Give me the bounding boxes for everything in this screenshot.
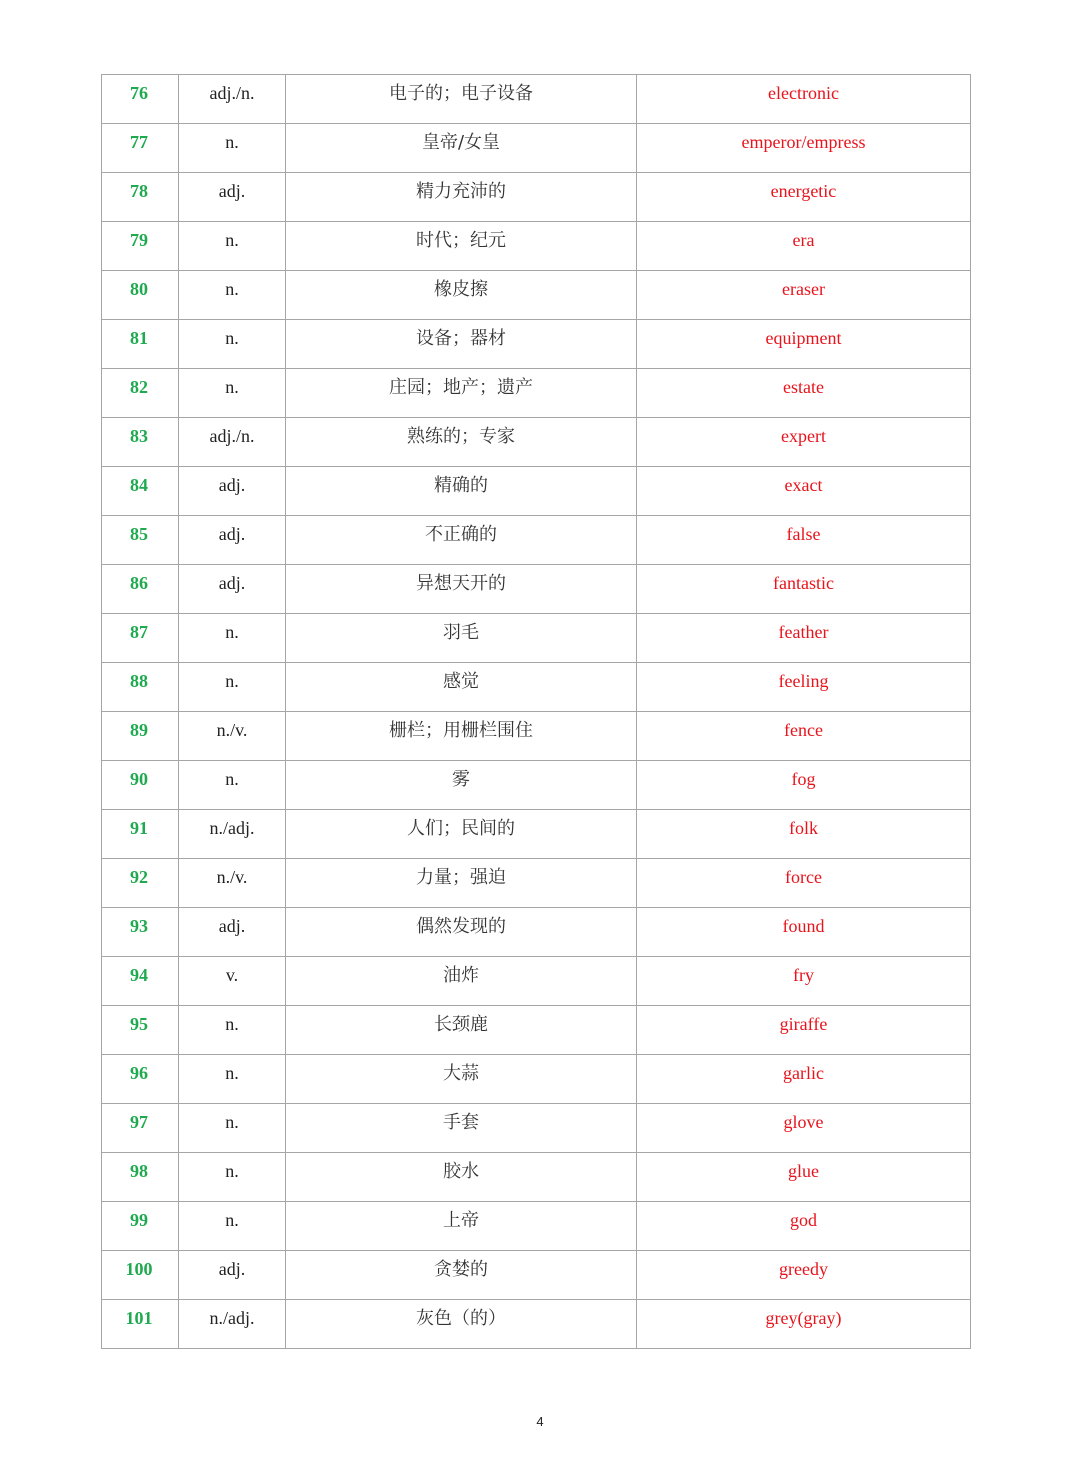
cell-number (102, 565, 179, 614)
cell-pos (179, 1300, 286, 1349)
cell-english (637, 1153, 971, 1202)
chinese-meaning: 贪婪的 (434, 1259, 488, 1280)
cell-english (637, 761, 971, 810)
table-row (102, 467, 971, 516)
row-number: 80 (130, 279, 148, 299)
part-of-speech: n. (225, 132, 239, 152)
row-number: 93 (130, 916, 148, 936)
row-number: 101 (125, 1308, 153, 1328)
table-row (102, 1153, 971, 1202)
cell-english (637, 1300, 971, 1349)
cell-pos (179, 1104, 286, 1153)
table-row (102, 1202, 971, 1251)
part-of-speech: adj. (218, 573, 246, 593)
cell-english (637, 1251, 971, 1300)
row-number: 99 (130, 1210, 148, 1230)
cell-pos (179, 222, 286, 271)
chinese-meaning: 时代；纪元 (416, 230, 506, 251)
table-row (102, 614, 971, 663)
row-number: 86 (130, 573, 148, 593)
chinese-meaning: 栅栏；用栅栏围住 (389, 720, 533, 741)
cell-pos (179, 320, 286, 369)
part-of-speech: adj./n. (209, 426, 255, 446)
cell-number (102, 516, 179, 565)
cell-chinese (286, 467, 637, 516)
part-of-speech: n./v. (216, 867, 248, 887)
row-number: 85 (130, 524, 148, 544)
row-number: 78 (130, 181, 148, 201)
cell-pos (179, 467, 286, 516)
row-number: 92 (130, 867, 148, 887)
cell-pos (179, 418, 286, 467)
cell-chinese (286, 663, 637, 712)
cell-number (102, 859, 179, 908)
cell-number (102, 663, 179, 712)
cell-number (102, 614, 179, 663)
cell-pos (179, 957, 286, 1006)
cell-english (637, 516, 971, 565)
cell-pos (179, 1006, 286, 1055)
part-of-speech: n. (225, 328, 239, 348)
cell-chinese (286, 173, 637, 222)
vocabulary-table (101, 74, 971, 1349)
row-number: 76 (130, 83, 148, 103)
english-word: feather (778, 622, 829, 642)
table-row (102, 320, 971, 369)
cell-number (102, 1251, 179, 1300)
table-row (102, 75, 971, 124)
cell-pos (179, 614, 286, 663)
chinese-meaning: 橡皮擦 (434, 279, 488, 300)
chinese-meaning: 精确的 (434, 475, 488, 496)
page-number: 4 (536, 1414, 544, 1429)
row-number: 81 (130, 328, 148, 348)
english-word: fog (791, 769, 816, 789)
cell-chinese (286, 418, 637, 467)
part-of-speech: n./v. (216, 720, 248, 740)
cell-chinese (286, 1202, 637, 1251)
cell-english (637, 614, 971, 663)
english-word: god (790, 1210, 817, 1230)
row-number: 91 (130, 818, 148, 838)
cell-pos (179, 565, 286, 614)
part-of-speech: n. (225, 622, 239, 642)
english-word: glove (783, 1112, 824, 1132)
english-word: glue (788, 1161, 819, 1181)
cell-english (637, 320, 971, 369)
cell-english (637, 908, 971, 957)
english-word: garlic (783, 1063, 824, 1083)
cell-number (102, 1006, 179, 1055)
cell-english (637, 712, 971, 761)
cell-chinese (286, 1153, 637, 1202)
cell-english (637, 369, 971, 418)
cell-number (102, 1055, 179, 1104)
chinese-meaning: 羽毛 (443, 622, 479, 643)
row-number: 90 (130, 769, 148, 789)
cell-pos (179, 712, 286, 761)
cell-chinese (286, 957, 637, 1006)
english-word: estate (783, 377, 824, 397)
part-of-speech: n. (225, 1210, 239, 1230)
row-number: 88 (130, 671, 148, 691)
cell-chinese (286, 859, 637, 908)
table-row (102, 1104, 971, 1153)
table-row (102, 1006, 971, 1055)
english-word: force (785, 867, 822, 887)
cell-pos (179, 1055, 286, 1104)
table-row (102, 957, 971, 1006)
cell-chinese (286, 75, 637, 124)
cell-pos (179, 761, 286, 810)
row-number: 97 (130, 1112, 148, 1132)
row-number: 87 (130, 622, 148, 642)
cell-number (102, 908, 179, 957)
cell-chinese (286, 908, 637, 957)
cell-pos (179, 75, 286, 124)
row-number: 77 (130, 132, 148, 152)
cell-number (102, 222, 179, 271)
table-row (102, 418, 971, 467)
cell-english (637, 957, 971, 1006)
cell-chinese (286, 712, 637, 761)
row-number: 96 (130, 1063, 148, 1083)
english-word: false (786, 524, 821, 544)
cell-number (102, 467, 179, 516)
table-row (102, 908, 971, 957)
cell-chinese (286, 124, 637, 173)
cell-pos (179, 516, 286, 565)
cell-number (102, 75, 179, 124)
part-of-speech: adj. (218, 1259, 246, 1279)
cell-number (102, 1300, 179, 1349)
chinese-meaning: 设备；器材 (416, 328, 506, 349)
table-row (102, 761, 971, 810)
chinese-meaning: 油炸 (443, 965, 479, 986)
part-of-speech: n. (225, 1161, 239, 1181)
chinese-meaning: 人们；民间的 (407, 818, 515, 839)
table-row (102, 222, 971, 271)
cell-number (102, 418, 179, 467)
chinese-meaning: 上帝 (443, 1210, 479, 1231)
english-word: fantastic (773, 573, 834, 593)
row-number: 82 (130, 377, 148, 397)
cell-chinese (286, 1104, 637, 1153)
table-row (102, 173, 971, 222)
cell-english (637, 1202, 971, 1251)
cell-english (637, 467, 971, 516)
table-row (102, 369, 971, 418)
english-word: exact (784, 475, 823, 495)
cell-english (637, 222, 971, 271)
english-word: fry (793, 965, 814, 985)
cell-pos (179, 369, 286, 418)
cell-english (637, 271, 971, 320)
row-number: 79 (130, 230, 148, 250)
cell-english (637, 173, 971, 222)
cell-chinese (286, 222, 637, 271)
english-word: giraffe (779, 1014, 828, 1034)
english-word: folk (789, 818, 818, 838)
cell-pos (179, 124, 286, 173)
table-row (102, 1300, 971, 1349)
cell-english (637, 1055, 971, 1104)
chinese-meaning: 电子的；电子设备 (389, 83, 533, 104)
cell-chinese (286, 516, 637, 565)
chinese-meaning: 灰色（的） (416, 1308, 506, 1329)
cell-chinese (286, 761, 637, 810)
chinese-meaning: 皇帝/女皇 (421, 132, 501, 153)
table-row (102, 712, 971, 761)
cell-chinese (286, 810, 637, 859)
part-of-speech: adj. (218, 181, 246, 201)
part-of-speech: n./adj. (209, 818, 255, 838)
english-word: eraser (782, 279, 825, 299)
row-number: 94 (130, 965, 148, 985)
cell-number (102, 1202, 179, 1251)
cell-chinese (286, 1300, 637, 1349)
part-of-speech: n./adj. (209, 1308, 255, 1328)
part-of-speech: adj. (218, 916, 246, 936)
part-of-speech: n. (225, 230, 239, 250)
table-row (102, 565, 971, 614)
cell-english (637, 1104, 971, 1153)
part-of-speech: adj./n. (209, 83, 255, 103)
cell-english (637, 124, 971, 173)
table-row (102, 663, 971, 712)
cell-english (637, 565, 971, 614)
table-row (102, 124, 971, 173)
cell-chinese (286, 1251, 637, 1300)
english-word: feeling (778, 671, 829, 691)
cell-english (637, 859, 971, 908)
cell-chinese (286, 1006, 637, 1055)
english-word: equipment (765, 328, 842, 348)
cell-chinese (286, 614, 637, 663)
cell-number (102, 1153, 179, 1202)
cell-number (102, 712, 179, 761)
cell-pos (179, 810, 286, 859)
cell-english (637, 810, 971, 859)
part-of-speech: n. (225, 377, 239, 397)
part-of-speech: n. (225, 1014, 239, 1034)
chinese-meaning: 雾 (452, 769, 470, 790)
part-of-speech: adj. (218, 524, 246, 544)
part-of-speech: n. (225, 769, 239, 789)
english-word: electronic (768, 83, 839, 103)
row-number: 89 (130, 720, 148, 740)
cell-chinese (286, 565, 637, 614)
chinese-meaning: 异想天开的 (416, 573, 506, 594)
part-of-speech: n. (225, 279, 239, 299)
cell-chinese (286, 369, 637, 418)
cell-chinese (286, 1055, 637, 1104)
english-word: energetic (770, 181, 837, 201)
table-row (102, 810, 971, 859)
cell-pos (179, 1153, 286, 1202)
part-of-speech: v. (225, 965, 239, 985)
cell-english (637, 1006, 971, 1055)
english-word: fence (784, 720, 823, 740)
cell-chinese (286, 320, 637, 369)
table-row (102, 1251, 971, 1300)
cell-pos (179, 1251, 286, 1300)
cell-pos (179, 908, 286, 957)
chinese-meaning: 不正确的 (425, 524, 497, 545)
cell-number (102, 369, 179, 418)
cell-number (102, 173, 179, 222)
row-number: 83 (130, 426, 148, 446)
part-of-speech: n. (225, 671, 239, 691)
table-row (102, 1055, 971, 1104)
english-word: grey(gray) (765, 1308, 842, 1328)
cell-pos (179, 1202, 286, 1251)
cell-english (637, 75, 971, 124)
cell-number (102, 124, 179, 173)
chinese-meaning: 精力充沛的 (416, 181, 506, 202)
chinese-meaning: 庄园；地产；遗产 (389, 377, 533, 398)
table-row (102, 271, 971, 320)
row-number: 95 (130, 1014, 148, 1034)
chinese-meaning: 大蒜 (443, 1063, 479, 1084)
chinese-meaning: 偶然发现的 (416, 916, 506, 937)
cell-pos (179, 271, 286, 320)
row-number: 84 (130, 475, 148, 495)
english-word: greedy (779, 1259, 828, 1279)
english-word: expert (781, 426, 826, 446)
cell-number (102, 810, 179, 859)
english-word: found (782, 916, 825, 936)
cell-number (102, 271, 179, 320)
table-row (102, 859, 971, 908)
cell-pos (179, 663, 286, 712)
cell-number (102, 1104, 179, 1153)
english-word: era (792, 230, 815, 250)
cell-chinese (286, 271, 637, 320)
table-row (102, 516, 971, 565)
chinese-meaning: 力量；强迫 (416, 867, 506, 888)
chinese-meaning: 熟练的；专家 (407, 426, 515, 447)
cell-english (637, 663, 971, 712)
chinese-meaning: 感觉 (443, 671, 479, 692)
row-number: 98 (130, 1161, 148, 1181)
cell-number (102, 957, 179, 1006)
cell-english (637, 418, 971, 467)
cell-pos (179, 859, 286, 908)
row-number: 100 (125, 1259, 153, 1279)
chinese-meaning: 胶水 (443, 1161, 479, 1182)
cell-number (102, 761, 179, 810)
part-of-speech: n. (225, 1063, 239, 1083)
english-word: emperor/empress (741, 132, 866, 152)
chinese-meaning: 长颈鹿 (434, 1014, 488, 1035)
cell-pos (179, 173, 286, 222)
cell-number (102, 320, 179, 369)
chinese-meaning: 手套 (443, 1112, 479, 1133)
part-of-speech: n. (225, 1112, 239, 1132)
part-of-speech: adj. (218, 475, 246, 495)
